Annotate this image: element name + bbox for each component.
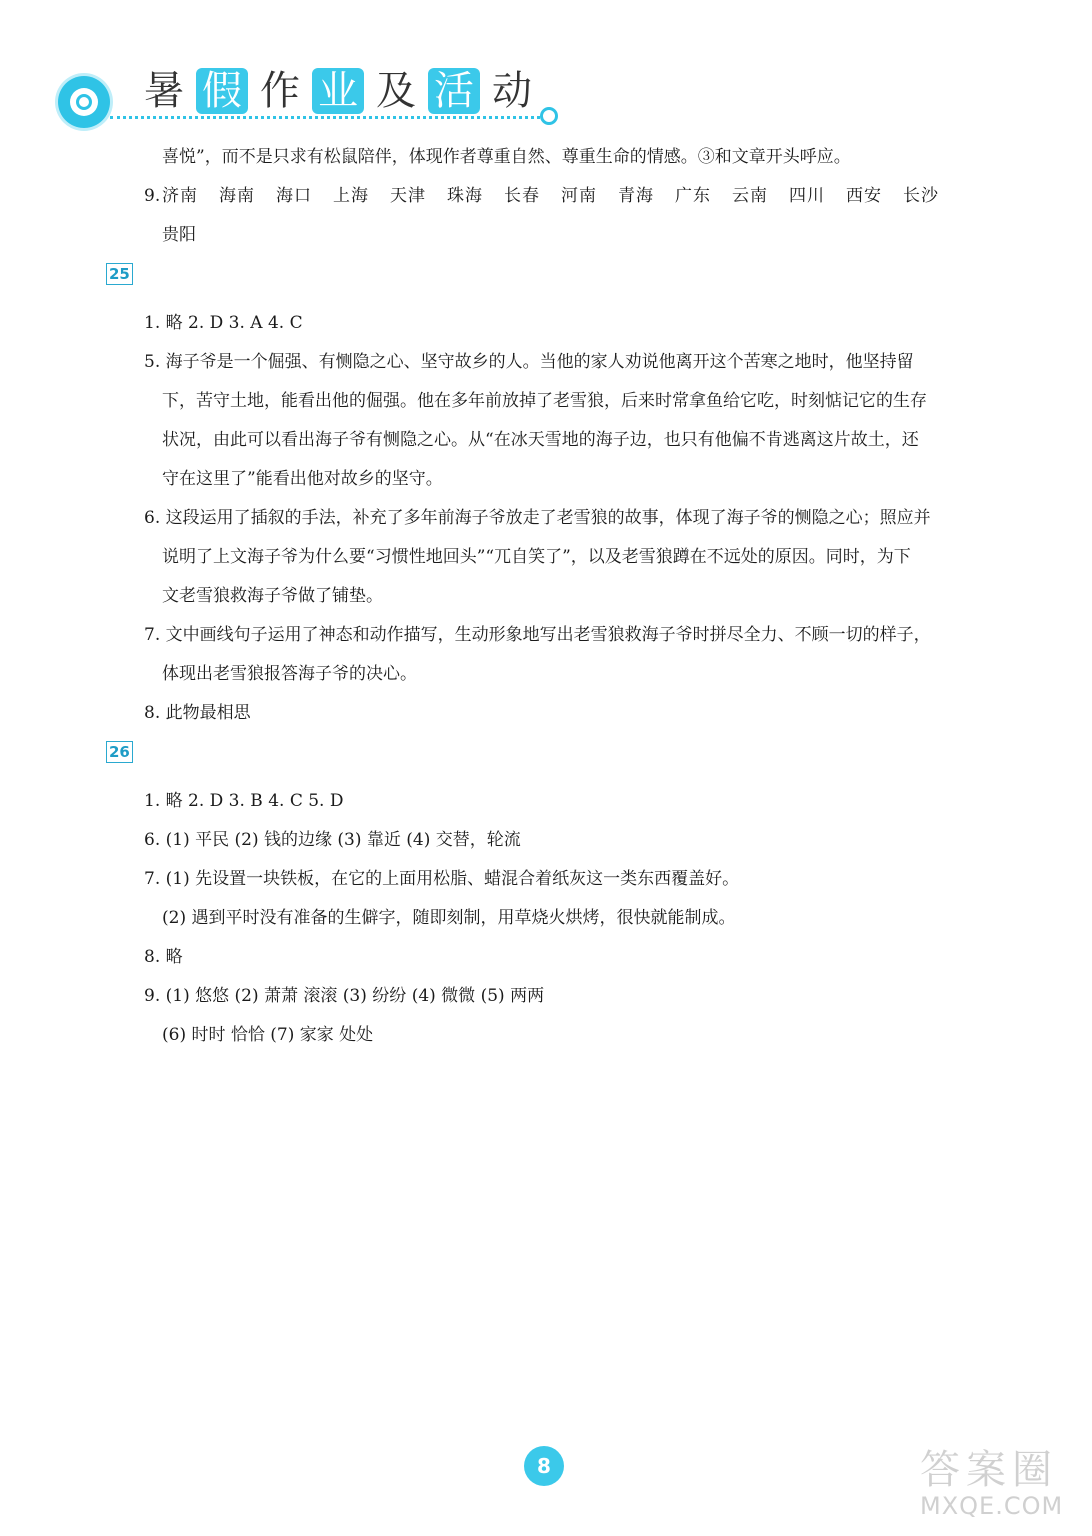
answer-line: 1. 略 2. D 3. A 4. C [144, 313, 303, 333]
watermark-top-text: 答案圈 [920, 1447, 1058, 1493]
city: 广东 [675, 186, 711, 206]
title-char: 作 [260, 68, 300, 114]
city: 青海 [618, 186, 654, 206]
section-26-header [109, 733, 994, 772]
city: 云南 [732, 186, 768, 206]
city: 珠海 [447, 186, 483, 206]
logo-ring-icon [58, 76, 110, 128]
answer-content [109, 138, 994, 1055]
city: 长春 [504, 186, 540, 206]
answer-line: 6. (1) 平民 (2) 钱的边缘 (3) 靠近 (4) 交替，轮流 [144, 830, 521, 850]
answer-line: 5. 海子爷是一个倔强、有恻隐之心、坚守故乡的人。当他的家人劝说他离开这个苦寒之地时，他坚持留 [144, 352, 914, 372]
book-title [138, 66, 538, 116]
title-char: 及 [376, 68, 416, 114]
city: 四川 [789, 186, 825, 206]
answer-line: (6) 时时 恰恰 (7) 家家 处处 [162, 1025, 374, 1045]
city: 天津 [390, 186, 426, 206]
title-char: 业 [312, 68, 364, 114]
section-badge: 26 [106, 741, 133, 763]
header-dotted-line [110, 116, 540, 119]
title-char: 暑 [144, 68, 184, 114]
answer-line: 6. 这段运用了插叙的手法，补充了多年前海子爷放走了老雪狼的故事，体现了海子爷的恻隐之心；照应并 [144, 508, 931, 528]
answer-line: 8. 略 [144, 947, 183, 967]
city: 长沙 [903, 186, 939, 206]
city: 上海 [333, 186, 369, 206]
watermark-logo [920, 1448, 1080, 1528]
section-badge: 25 [106, 263, 133, 285]
answer-line: (2) 遇到平时没有准备的生僻字，随即刻制，用草烧火烘烤，很快就能制成。 [162, 908, 736, 928]
watermark-bottom-text: MXQE.COM [920, 1492, 1064, 1520]
answer-line: 7. (1) 先设置一块铁板，在它的上面用松脂、蜡混合着纸灰这一类东西覆盖好。 [144, 869, 740, 889]
title-char: 动 [492, 68, 532, 114]
answer-line: 下，苦守土地，能看出他的倔强。他在多年前放掉了老雪狼，后来时常拿鱼给它吃，时刻惦记它的生存 [162, 391, 927, 411]
answer-line: 8. 此物最相思 [144, 703, 251, 723]
city: 海南 [219, 186, 255, 206]
answer-line: 喜悦”，而不是只求有松鼠陪伴，体现作者尊重自然、尊重生命的情感。③和文章开头呼应。 [162, 147, 851, 167]
answer-number: 9. [144, 186, 161, 206]
answer-line: 文老雪狼救海子爷做了铺垫。 [162, 586, 383, 606]
city: 贵阳 [162, 225, 196, 245]
city: 海口 [276, 186, 312, 206]
header-dot-end-icon [540, 107, 558, 125]
answer-line: 守在这里了”能看出他对故乡的坚守。 [162, 469, 443, 489]
title-char: 活 [428, 68, 480, 114]
page-header [0, 0, 1092, 140]
city: 河南 [561, 186, 597, 206]
answer-line: 1. 略 2. D 3. B 4. C 5. D [144, 791, 344, 811]
answer-line: 状况，由此可以看出海子爷有恻隐之心。从“在冰天雪地的海子边，也只有他偏不肯逃离这片故土，还 [162, 430, 919, 450]
city: 西安 [846, 186, 882, 206]
title-char: 假 [196, 68, 248, 114]
answer-line: 体现出老雪狼报答海子爷的决心。 [162, 664, 417, 684]
page-number: 8 [524, 1446, 564, 1486]
section-25-header [109, 255, 994, 294]
answer-line: 说明了上文海子爷为什么要“习惯性地回头”“兀自笑了”，以及老雪狼蹲在不远处的原因。同时，为下 [162, 547, 911, 567]
city: 济南 [162, 186, 198, 206]
answer-line: 7. 文中画线句子运用了神态和动作描写，生动形象地写出老雪狼救海子爷时拼尽全力、不顾一切的样子， [144, 625, 931, 645]
answer-9-cities [144, 177, 994, 216]
answer-line: 9. (1) 悠悠 (2) 萧萧 滚滚 (3) 纷纷 (4) 微微 (5) 两两 [144, 986, 545, 1006]
